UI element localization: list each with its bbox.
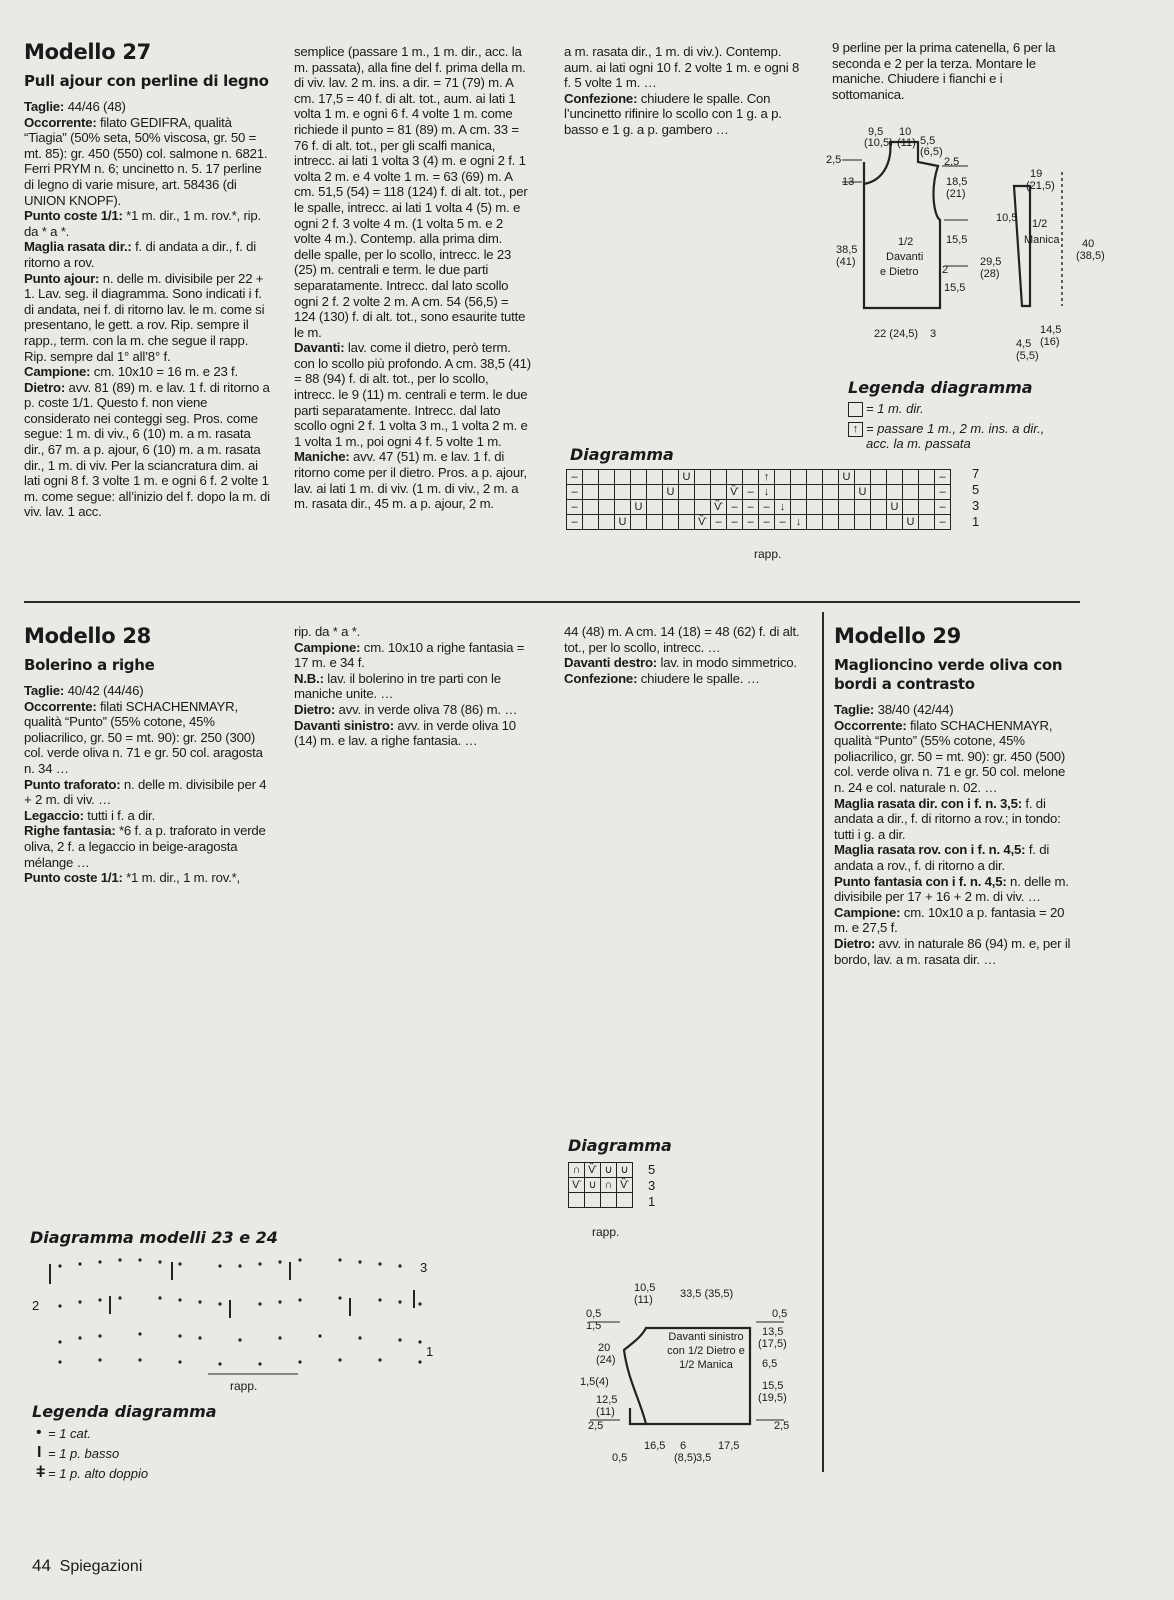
m27-title: Modello 27 bbox=[24, 40, 151, 64]
d2324-title: Diagramma modelli 23 e 24 bbox=[30, 1228, 278, 1247]
m27-sch-label: 38,5 bbox=[836, 244, 858, 256]
paragraph bbox=[834, 874, 1074, 905]
paragraph-label: Occorrente: bbox=[24, 698, 97, 714]
m28-schematic-line: 1/2 Manica bbox=[679, 1359, 733, 1371]
single-crochet-symbol-icon: I bbox=[37, 1444, 42, 1461]
paragraph bbox=[24, 99, 272, 115]
paragraph bbox=[294, 718, 532, 749]
m27-sch-label: 18,5 bbox=[946, 176, 968, 188]
m27-sch-label: (16) bbox=[1040, 336, 1060, 348]
m28-col2 bbox=[294, 624, 532, 749]
m27-body-outline bbox=[864, 142, 940, 308]
m28-sch-label: 6 bbox=[680, 1440, 687, 1452]
m27-sch-label: 22 (24,5) bbox=[874, 328, 919, 340]
paragraph bbox=[834, 796, 1074, 843]
paragraph-text: *6 f. a p. traforato in verde oliva, 2 f. a legaccio in beige-aragosta mélange … bbox=[24, 823, 266, 870]
m27-legend-title: Legenda diagramma bbox=[848, 378, 1033, 397]
paragraph bbox=[564, 44, 802, 91]
paragraph-label: Punto traforato: bbox=[24, 776, 121, 792]
m27-col2 bbox=[294, 44, 532, 512]
m28-diagram-row: 3 bbox=[648, 1178, 656, 1193]
m29-subtitle: Maglioncino verde oliva con bordi a contrasto bbox=[834, 656, 1063, 693]
m28-col1-text bbox=[24, 683, 272, 886]
paragraph-text: f. di andata a rov., f. di ritorno a dir. bbox=[834, 842, 1050, 873]
paragraph-text: lav. il bolerino in tre parti con le maniche unite. … bbox=[294, 670, 501, 702]
paragraph bbox=[24, 870, 272, 886]
paragraph-label: Davanti destro: bbox=[564, 655, 657, 671]
paragraph bbox=[294, 340, 532, 449]
paragraph-text: avv. 47 (51) m. e lav. 1 f. di ritorno come per il dietro. Pros. a p. ajour, lav. ai lati 1 m. di viv. (1 m. di viv., 2 m. a m. rasata dir., 45 m. a p. ajour, 2 m. bbox=[294, 449, 527, 512]
paragraph-text: lav. come il dietro, però term. con lo scollo più profondo. A cm. 38,5 (41) = 88 (94) f. di alt. tot., per lo scollo, intrecc. le 9 (11) m. centrali e term. le due parti separatamente. Intrecc. dal lato scollo ogni 2 f. 1 volta 3 m., 1 volta 2 m. e 1 volta 1 m., poi ogni 4 f. 5 volte 1 m. bbox=[294, 340, 531, 449]
m27-sch-label: Manica bbox=[1024, 234, 1060, 246]
paragraph-text: cm. 10x10 = 16 m. e 23 f. bbox=[90, 364, 238, 380]
m28-sch-label: (24) bbox=[596, 1354, 616, 1366]
paragraph-label: Dietro: bbox=[294, 701, 336, 717]
paragraph bbox=[564, 624, 802, 655]
paragraph-text: 9 perline per la prima catenella, 6 per la seconda e 2 per la terza. Montare le maniche. Chiudere i fianchi e i sottomanica. bbox=[832, 40, 1056, 102]
paragraph bbox=[832, 40, 1072, 102]
paragraph-text: n. delle m. divisibile per 17 + 16 + 2 m. di viv. … bbox=[834, 873, 1069, 905]
d2324-legend-title: Legenda diagramma bbox=[32, 1402, 217, 1421]
m27-sch-label: 5,5 bbox=[920, 135, 936, 147]
paragraph bbox=[834, 702, 1074, 718]
m28-sch-label: (8,5) bbox=[674, 1452, 697, 1464]
paragraph-text: chiudere le spalle. Con l’uncinetto rifinire lo scollo con 1 g. a p. basso e 1 g. a p. gambero … bbox=[564, 90, 782, 137]
paragraph-text: filato SCHACHENMAYR, qualità “Punto” (55% cotone, 45% poliacrilico, gr. 50 = mt. 90): gr. 450 (500) col. verde oliva n. 71 e gr. 50 col. melone n. 24 e col. naturale n. 02. … bbox=[834, 717, 1066, 795]
paragraph bbox=[24, 823, 272, 870]
m28-sch-label: 0,5 bbox=[772, 1308, 788, 1320]
paragraph-text: *1 m. dir., 1 m. rov.*, rip. da * a *. bbox=[24, 208, 261, 239]
m28-diagram-rapp: rapp. bbox=[592, 1225, 620, 1239]
paragraph bbox=[24, 239, 272, 270]
m27-sch-label: 3 bbox=[930, 328, 937, 340]
m27-sch-label: 2,5 bbox=[826, 154, 842, 166]
m29-title: Modello 29 bbox=[834, 624, 961, 648]
paragraph-label: Taglie: bbox=[834, 702, 875, 717]
m28-sch-label: 15,5 bbox=[762, 1380, 784, 1392]
paragraph bbox=[564, 91, 802, 138]
m28-diagram-title: Diagramma bbox=[568, 1136, 672, 1155]
paragraph-text: 40/42 (44/46) bbox=[64, 683, 144, 698]
paragraph-text: avv. 81 (89) m. e lav. 1 f. di ritorno a p. coste 1/1. Questo f. non viene considerato nei conteggi seg. Pros. come segue: 1 m. di viv., 6 (10) m. a m. rasata dir., 67 m. a p. ajour, 6 (10) m. a m. rasata dir., 1 m. di viv. Per la sciancratura dim. ai lati ogni 8 f. 3 volte 1 m. e ogni 6 f. 2 volte 1 m. come segue: all’inizio del f. dopo la m. di viv. lav. 1 acc. bbox=[24, 379, 270, 520]
paragraph bbox=[834, 718, 1074, 796]
paragraph-text: n. delle m. divisibile per 22 + 1. Lav. seg. il diagramma. Sono indicati i f. di andata, nei f. di ritorno lav. le m. come si presentano, le gett. a rov. Rip. sempre il rapp., term. con la m. che segue il rapp. Rip. sempre dal 1° all’8° f. bbox=[24, 270, 265, 364]
paragraph bbox=[24, 380, 272, 520]
paragraph-text: filati SCHACHENMAYR, qualità “Punto” (55% cotone, 45% poliacrilico, gr. 50 = mt. 90): gr. 250 (300) col. verde oliva n. 71 e gr. 50 col. aragosta n. 34 … bbox=[24, 698, 263, 776]
m27-sch-label: (10,5) bbox=[864, 137, 893, 149]
m27-diagram-row: 7 bbox=[972, 466, 980, 481]
page-number: 44 bbox=[32, 1556, 51, 1575]
m27-sch-label: 19 bbox=[1030, 168, 1043, 180]
d2324-row: 1 bbox=[426, 1344, 434, 1359]
paragraph bbox=[564, 655, 802, 671]
m27-sch-label: 9,5 bbox=[868, 126, 884, 138]
paragraph-text: 38/40 (42/44) bbox=[874, 702, 954, 717]
m27-sch-label: (41) bbox=[836, 256, 856, 268]
paragraph-text: avv. in verde oliva 10 (14) m. e lav. a righe fantasia. … bbox=[294, 717, 516, 749]
paragraph bbox=[294, 671, 532, 702]
m29-col-text bbox=[834, 702, 1074, 967]
paragraph-text: filato GEDIFRA, qualità “Tiagia” (50% seta, 50% viscosa, gr. 50 = mt. 85): gr. 450 (550) col. salmone n. 6821. Ferri PRYM n. 6; uncinetto n. 5. 17 perline di legno di varie misure, art. 58436 (di UNION KNOPF). bbox=[24, 114, 268, 208]
m28-sch-label: (19,5) bbox=[758, 1392, 787, 1404]
m27-sch-label: 40 bbox=[1082, 238, 1095, 250]
paragraph bbox=[834, 936, 1074, 967]
m27-sch-label: 15,5 bbox=[944, 282, 966, 294]
m27-sch-label: 1/2 bbox=[898, 236, 914, 248]
m27-col4 bbox=[832, 40, 1072, 102]
paragraph-label: Taglie: bbox=[24, 683, 65, 698]
m28-sch-label: 1,5 bbox=[586, 1320, 602, 1332]
m28-schematic-caption bbox=[656, 1330, 756, 1372]
paragraph-text: 44 (48) m. A cm. 14 (18) = 48 (62) f. di alt. tot., per lo scollo, intrecc. … bbox=[564, 624, 800, 655]
paragraph-text: tutti i f. a dir. bbox=[83, 807, 155, 823]
m27-diagram-grid: – U ↑ U – – U Ѷ – ↓ U – – U Ѷ – – – ↓ U – – U Ѷ – – – – – ↓ U – bbox=[566, 469, 951, 530]
page-footer bbox=[32, 1556, 142, 1576]
m28-schematic-line: Davanti sinistro bbox=[668, 1331, 744, 1343]
paragraph-label: Righe fantasia: bbox=[24, 823, 116, 839]
paragraph-text: cm. 10x10 a p. fantasia = 20 m. e 27,5 f. bbox=[834, 904, 1065, 936]
m27-sch-label: Davanti bbox=[886, 251, 924, 263]
paragraph-label: Maniche: bbox=[294, 449, 350, 465]
m27-col3 bbox=[564, 44, 802, 138]
paragraph-label: Taglie: bbox=[24, 99, 65, 114]
paragraph-label: Campione: bbox=[294, 639, 361, 655]
m27-subtitle: Pull ajour con perline di legno bbox=[24, 72, 269, 90]
m27-sch-label: 2 bbox=[942, 264, 949, 276]
m27-legend-item: = passare 1 m., 2 m. ins. a dir., acc. la m. passata bbox=[866, 421, 1045, 451]
d2324-legend-item: = 1 p. basso bbox=[48, 1446, 120, 1461]
m28-sch-label: 20 bbox=[598, 1342, 611, 1354]
slip-decrease-symbol-icon: ↑ bbox=[848, 422, 863, 437]
m27-sleeve-outline bbox=[1014, 186, 1030, 306]
paragraph bbox=[24, 271, 272, 365]
paragraph bbox=[294, 624, 532, 640]
m28-sch-label: 0,5 bbox=[612, 1452, 628, 1464]
m29-col bbox=[834, 624, 1074, 967]
m28-sch-label: 10,5 bbox=[634, 1282, 656, 1294]
m28-sch-label: 33,5 (35,5) bbox=[680, 1288, 734, 1300]
paragraph bbox=[294, 640, 532, 671]
m27-sch-label: 4,5 bbox=[1016, 338, 1032, 350]
m27-sch-label: 13 bbox=[842, 176, 855, 188]
paragraph-label: Punto coste 1/1: bbox=[24, 208, 123, 224]
m28-diagram-row: 1 bbox=[648, 1194, 656, 1209]
paragraph-label: Maglia rasata dir. con i f. n. 3,5: bbox=[834, 795, 1022, 811]
m28-sch-label: 6,5 bbox=[762, 1358, 778, 1370]
m27-sch-label: 10,5 bbox=[996, 212, 1018, 224]
m27-sch-label: (28) bbox=[980, 268, 1000, 280]
paragraph-label: Confezione: bbox=[564, 670, 638, 686]
m27-sch-label: e Dietro bbox=[880, 266, 919, 278]
m28-sch-label: (11) bbox=[634, 1294, 653, 1306]
paragraph-label: Davanti: bbox=[294, 340, 345, 356]
paragraph bbox=[564, 671, 802, 687]
m28-sch-label: 0,5 bbox=[586, 1308, 602, 1320]
m27-sch-label: (5,5) bbox=[1016, 350, 1039, 362]
paragraph bbox=[24, 683, 272, 699]
paragraph bbox=[834, 842, 1074, 873]
m27-sch-label: (38,5) bbox=[1076, 250, 1105, 262]
paragraph-label: Punto fantasia con i f. n. 4,5: bbox=[834, 873, 1007, 889]
paragraph bbox=[834, 905, 1074, 936]
m27-sch-label: (21) bbox=[946, 188, 966, 200]
m27-sch-label: 10 bbox=[899, 126, 912, 138]
m27-sch-label: 1/2 bbox=[1032, 218, 1048, 230]
paragraph-label: Occorrente: bbox=[834, 717, 907, 733]
paragraph-text: semplice (passare 1 m., 1 m. dir., acc. la m. passata), alla fine del f. prima della m. di viv. lav. 2 m. ins. a dir. = 71 (79) m. A cm. 17,5 = 40 f. di alt. tot., aum. ai lati 1 volta 1 m. e ogni 6 f. 4 volte 1 m. come richiede il punto = 81 (89) m. A cm. 33 = 76 f. di alt. tot., per gli scalfi manica, intrecc. ai lati 1 volta 3 (4) m. e ogni 2 f. 1 volta 2 m. e 4 volte 1 m. = 63 (69) m. A cm. 51,5 (54) = 118 (124) f. di alt. tot., per le spalle, intrecc. ai lati 1 volta 4 (5) m. e ogni 2 f. 3 volte 4 m. (1 volta 5 m. e 2 volte 4 m.). Contemp. alla prima dim. delle spalle, per lo scollo, intrecc. le 23 (25) m. centrali e term. le due parti separatamente. Intrecc. dal lato scollo ogni 2 f. 2 volte 2 m. A cm. 54 (56,5) = 124 (130) f. di alt. tot., sono esaurite tutte le m. bbox=[294, 44, 528, 340]
d2324-rapp: rapp. bbox=[230, 1379, 258, 1393]
m27-diagram-title: Diagramma bbox=[570, 445, 674, 464]
paragraph bbox=[24, 808, 272, 824]
paragraph-text: f. di andata a dir., f. di ritorno a rov.; in tondo: tutti i g. a dir. bbox=[834, 795, 1061, 842]
paragraph-text: chiudere le spalle. … bbox=[637, 670, 760, 686]
knit-symbol-icon bbox=[848, 402, 863, 417]
d2324-row: 3 bbox=[420, 1260, 428, 1275]
paragraph-label: Occorrente: bbox=[24, 114, 97, 130]
section-divider bbox=[24, 601, 1080, 603]
m28-sch-label: 3,5 bbox=[696, 1452, 712, 1464]
m27-sch-label: 2,5 bbox=[944, 156, 960, 168]
m28-sch-label: (17,5) bbox=[758, 1338, 787, 1350]
paragraph-text: lav. in modo simmetrico. bbox=[657, 655, 797, 671]
paragraph-text: cm. 10x10 a righe fantasia = 17 m. e 34 f. bbox=[294, 639, 525, 671]
m27-sch-label: (21,5) bbox=[1026, 180, 1055, 192]
m27-diagram-row: 5 bbox=[972, 482, 980, 497]
m27-diagram-rapp: rapp. bbox=[754, 547, 782, 561]
m28-diagram-grid: ∩ Ѷ ∪ ∪ Ѵ ∪ ∩ Ѷ bbox=[568, 1162, 633, 1208]
paragraph-text: f. di andata a dir., f. di ritorno a rov. bbox=[24, 239, 256, 270]
paragraph-text: 44/46 (48) bbox=[64, 99, 126, 114]
d2324-legend-item: = 1 p. alto doppio bbox=[48, 1466, 149, 1481]
m28-col3 bbox=[564, 624, 802, 686]
m28-sch-label: 1,5(4) bbox=[580, 1376, 609, 1388]
m28-sch-label: 12,5 bbox=[596, 1394, 618, 1406]
paragraph-text: avv. in verde oliva 78 (86) m. … bbox=[335, 701, 518, 717]
m28-sch-label: 2,5 bbox=[588, 1420, 604, 1432]
paragraph-label: N.B.: bbox=[294, 670, 324, 686]
m28-sch-label: 16,5 bbox=[644, 1440, 666, 1452]
m28-diagram-row: 5 bbox=[648, 1162, 656, 1177]
section-name: Spiegazioni bbox=[59, 1558, 143, 1575]
d2324-chart bbox=[40, 1256, 460, 1396]
m28-sch-label: 2,5 bbox=[774, 1420, 790, 1432]
d2324-row: 2 bbox=[32, 1298, 40, 1313]
paragraph-text: a m. rasata dir., 1 m. di viv.). Contemp. aum. ai lati ogni 10 f. 2 volte 1 m. e ogni 8 f. 5 volte 1 m. … bbox=[564, 44, 800, 91]
paragraph bbox=[294, 44, 532, 340]
m28-subtitle: Bolerino a righe bbox=[24, 656, 155, 674]
m28-sch-label: 13,5 bbox=[762, 1326, 784, 1338]
paragraph-label: Dietro: bbox=[24, 379, 66, 395]
paragraph-label: Punto ajour: bbox=[24, 270, 100, 286]
m27-diagram-row: 3 bbox=[972, 498, 980, 513]
column-divider bbox=[822, 612, 824, 1472]
paragraph-text: avv. in naturale 86 (94) m. e, per il bordo, lav. a m. rasata dir. … bbox=[834, 935, 1071, 967]
m27-sch-label: (6,5) bbox=[920, 146, 943, 158]
paragraph-text: *1 m. dir., 1 m. rov.*, bbox=[122, 870, 240, 886]
paragraph-label: Maglia rasata dir.: bbox=[24, 239, 132, 255]
m28-schematic-line: con 1/2 Dietro e bbox=[667, 1345, 745, 1357]
m28-col1 bbox=[24, 624, 272, 886]
paragraph-label: Campione: bbox=[834, 904, 901, 920]
m28-title: Modello 28 bbox=[24, 624, 151, 648]
double-treble-symbol-icon: ǂ bbox=[36, 1464, 46, 1481]
m27-col1-text bbox=[24, 99, 272, 520]
m27-legend-item: = 1 m. dir. bbox=[866, 401, 924, 416]
paragraph-label: Confezione: bbox=[564, 90, 638, 106]
paragraph bbox=[24, 364, 272, 380]
m27-col1 bbox=[24, 40, 272, 520]
m27-sch-label: 15,5 bbox=[946, 234, 968, 246]
paragraph bbox=[294, 702, 532, 718]
paragraph-text: rip. da * a *. bbox=[294, 624, 361, 639]
chain-symbol-icon: • bbox=[36, 1424, 42, 1441]
d2324-legend-item: = 1 cat. bbox=[48, 1426, 91, 1441]
paragraph-label: Maglia rasata rov. con i f. n. 4,5: bbox=[834, 842, 1026, 858]
m27-sch-label: 29,5 bbox=[980, 256, 1002, 268]
m27-sch-label: 14,5 bbox=[1040, 324, 1062, 336]
paragraph-label: Punto coste 1/1: bbox=[24, 870, 123, 886]
paragraph bbox=[24, 208, 272, 239]
paragraph-label: Davanti sinistro: bbox=[294, 717, 394, 733]
paragraph-label: Campione: bbox=[24, 364, 91, 380]
m27-diagram-row: 1 bbox=[972, 514, 980, 529]
paragraph-label: Dietro: bbox=[834, 935, 876, 951]
paragraph bbox=[24, 777, 272, 808]
paragraph-label: Legaccio: bbox=[24, 807, 84, 823]
m28-sch-label: 17,5 bbox=[718, 1440, 740, 1452]
m27-sch-label: (11) bbox=[897, 137, 916, 149]
paragraph-text: n. delle m. divisibile per 4 + 2 m. di viv. … bbox=[24, 776, 267, 808]
paragraph bbox=[294, 449, 532, 511]
paragraph bbox=[24, 115, 272, 209]
m28-sch-label: (11) bbox=[596, 1406, 615, 1418]
paragraph bbox=[24, 699, 272, 777]
